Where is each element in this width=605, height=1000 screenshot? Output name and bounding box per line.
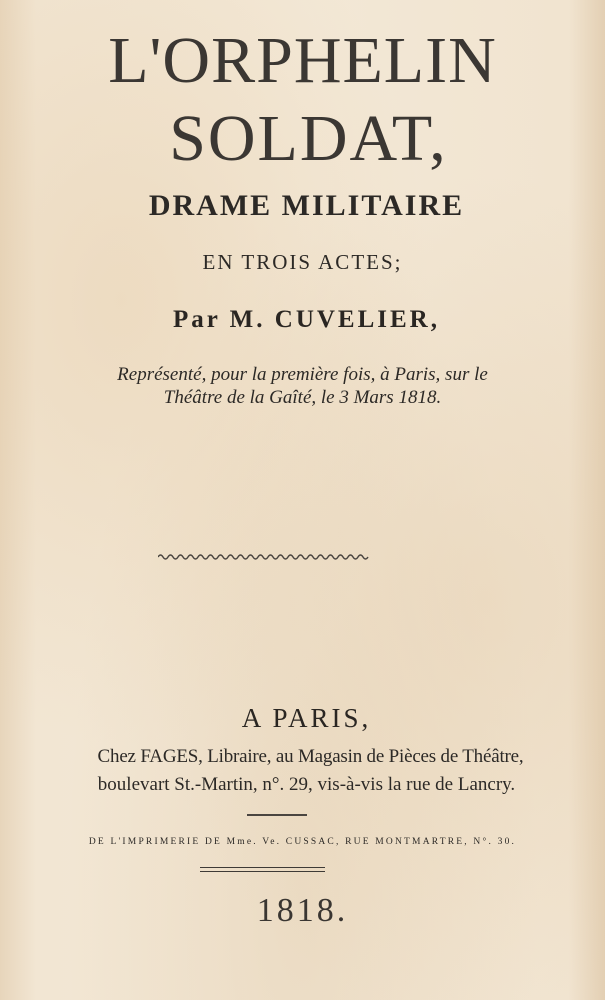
publisher-line-1: Chez FAGES, Libraire, au Magasin de Pièces de Théâtre, <box>97 746 524 767</box>
performance-line-2: Théâtre de la Gaîté, le 3 Mars 1818. <box>163 387 442 408</box>
short-rule <box>247 814 307 816</box>
title-line-1: L'ORPHELIN <box>108 24 497 97</box>
publisher-line-2: boulevart St.-Martin, n°. 29, vis-à-vis la rue de Lancry. <box>97 774 516 795</box>
double-rule <box>200 867 325 872</box>
publication-year: 1818. <box>256 892 349 929</box>
title-line-2: SOLDAT, <box>169 102 448 175</box>
author-line: Par M. CUVELIER, <box>173 306 440 333</box>
publisher-city: A PARIS, <box>241 703 372 733</box>
printer-line: DE L'IMPRIMERIE DE Mme. Ve. CUSSAC, RUE MONTMARTRE, N°. 30. <box>88 837 517 847</box>
subtitle: DRAME MILITAIRE <box>148 189 465 222</box>
performance-line-1: Représenté, pour la première fois, à Paris, sur le <box>117 364 488 385</box>
acts-line: EN TROIS ACTES; <box>202 250 403 274</box>
ornamental-wavy-rule <box>158 553 370 561</box>
